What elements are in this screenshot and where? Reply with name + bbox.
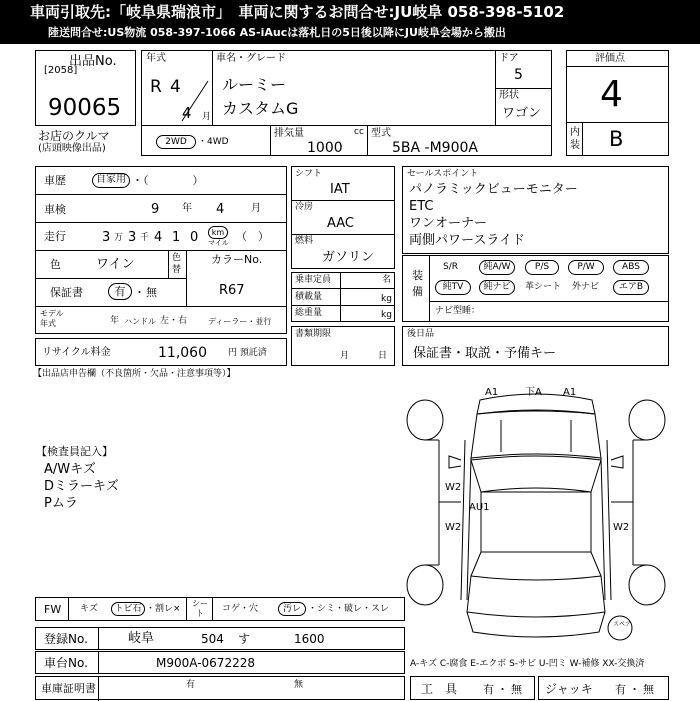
after-items-value: 保証書・取説・予備キー xyxy=(413,346,557,361)
lot-label: 出品No. xyxy=(69,54,117,69)
capacity-box xyxy=(291,272,395,322)
mileage-u1: 万 xyxy=(114,233,124,243)
equip-ext-navi: 外ナビ xyxy=(572,282,600,292)
inspection-year: 9 xyxy=(151,202,160,217)
warranty-no: 無 xyxy=(146,286,157,299)
mileage-unit-mile: マイル xyxy=(208,239,229,247)
score-box xyxy=(566,50,669,156)
tools-dot: ・ xyxy=(497,683,508,696)
equip-tv: 純TV xyxy=(435,280,471,295)
drive-2wd: 2WD xyxy=(156,135,196,149)
registration-kana: す xyxy=(238,632,251,646)
damage-legend: A-キズ C-腐食 E-エクボ S-サビ U-凹ミ W-補修 XX-交換済 xyxy=(410,659,645,669)
mileage-label: 走行 xyxy=(44,230,66,243)
jack-yes: 有 xyxy=(615,683,626,696)
model-year-unit: 年 xyxy=(110,316,120,326)
tools-box xyxy=(410,676,535,700)
inspector-label: 【検査員記入】 xyxy=(36,445,113,458)
header-line1: 車両引取先:「岐阜県瑞浪市」 車両に関するお問合せ:JU岐阜 058-398-5102 xyxy=(30,3,565,21)
inspection-year-unit: 年 xyxy=(182,203,192,214)
handle-label: ハンドル xyxy=(124,317,156,326)
stain-rest: ・シミ・破レ・スレ xyxy=(308,604,390,614)
sales-point-4: 両側パワースライド xyxy=(409,233,525,248)
shape-value: ワゴン xyxy=(502,106,542,121)
tools-no: 無 xyxy=(511,683,522,696)
ware-label: ・割レ× xyxy=(146,604,181,614)
nav-model-label: ナビ型睡： xyxy=(435,306,481,316)
shop-note-2: (店頭映像出品) xyxy=(38,143,106,154)
score-label: 評価点 xyxy=(595,53,625,64)
door-label: ドア xyxy=(499,53,519,64)
color-label: 色 xyxy=(50,258,61,271)
cooler-label: 冷房 xyxy=(295,202,314,212)
recycle-unit: 円 預託済 xyxy=(228,348,267,358)
diag-spare: スペア xyxy=(613,621,632,628)
seats-unit: 名 xyxy=(382,275,392,285)
recycle-label: リサイクル料金 xyxy=(42,347,111,358)
model-label: 型式 xyxy=(371,128,391,139)
garage-cert-box xyxy=(35,676,405,700)
doc-expiry-day: 日 xyxy=(378,351,388,361)
color-no: R67 xyxy=(219,283,245,298)
jack-no: 無 xyxy=(643,683,654,696)
tobi-ishi: トビ石 xyxy=(111,602,145,616)
history-label: 車歴 xyxy=(44,174,66,187)
doc-expiry-label: 書類期限 xyxy=(295,329,332,339)
interior-label-1: 内 xyxy=(570,127,580,138)
equip-ps: P/S xyxy=(525,260,559,275)
seat-label-1: シー xyxy=(192,599,208,608)
car-grade: カスタムG xyxy=(222,99,299,118)
jack-label: ジャッキ xyxy=(545,682,593,696)
equipment-label-1: 装 xyxy=(412,269,423,282)
mileage-paren: （ ） xyxy=(236,230,269,243)
fuel-value: ガソリン xyxy=(322,250,375,265)
cc-value: 1000 xyxy=(307,140,343,156)
handle-lr: 左・右 xyxy=(160,316,188,326)
shop-note: お店のクルマ xyxy=(38,129,110,143)
diag-under-a: 下A xyxy=(525,387,542,398)
equip-leather: 革シート xyxy=(525,282,562,292)
koge-label: コゲ・穴 xyxy=(222,604,259,614)
garage-cert-yes: 有 xyxy=(186,680,196,690)
door-value: 5 xyxy=(514,67,523,83)
mileage-d3: 4 xyxy=(154,230,163,245)
color-repaint-1: 色 xyxy=(172,253,182,263)
car-damage-diagram xyxy=(405,380,667,650)
doc-expiry-month: 月 xyxy=(340,351,350,361)
lot-sub: [2058] xyxy=(44,65,78,76)
color-repaint-2: 替 xyxy=(172,265,182,275)
equip-airbag: エアB xyxy=(613,280,649,295)
sales-points-box xyxy=(402,166,669,254)
registration-num1: 504 xyxy=(201,632,224,646)
equip-aw: 純A/W xyxy=(479,260,515,275)
diag-a1-right: A1 xyxy=(563,387,577,398)
mileage-d5: 0 xyxy=(190,230,199,245)
registration-num2: 1600 xyxy=(294,632,325,646)
shape-label: 形状 xyxy=(499,90,519,101)
shift-label: シフト xyxy=(295,169,323,179)
year-era: R xyxy=(150,77,162,97)
history-rest: ・（ ） xyxy=(132,174,204,187)
inspection-month: 4 xyxy=(216,202,225,217)
yogore: 汚レ xyxy=(278,602,306,616)
drive-4wd: ・4WD xyxy=(198,137,229,147)
interior-value: B xyxy=(609,127,624,151)
sales-point-2: ETC xyxy=(409,199,434,214)
gross-unit: kg xyxy=(381,310,392,320)
fw-label: FW xyxy=(44,603,62,616)
diag-a1-left: A1 xyxy=(485,387,499,398)
inspector-note-1: A/Wキズ xyxy=(44,462,96,477)
month-value: 4 xyxy=(182,104,192,122)
inspector-note-3: Pムラ xyxy=(44,496,78,511)
equipment-box xyxy=(402,255,669,322)
sales-point-1: パノラミックビューモニター xyxy=(409,182,578,197)
equip-abs: ABS xyxy=(613,260,649,275)
equip-navi: 純ナビ xyxy=(479,280,515,295)
equip-pw: P/W xyxy=(568,260,604,275)
inspection-month-unit: 月 xyxy=(251,203,261,214)
cooler-value: AAC xyxy=(327,216,354,231)
chassis-value: M900A-0672228 xyxy=(156,656,255,670)
model-value: 5BA -M900A xyxy=(392,140,478,156)
tools-yes: 有 xyxy=(483,683,494,696)
diag-w2-mid: W2 xyxy=(445,522,462,533)
month-unit: 月 xyxy=(202,112,212,122)
tools-label: 工 具 xyxy=(421,682,458,696)
dealer-label: ディーラー・並行 xyxy=(208,317,272,326)
mileage-d2: 3 xyxy=(128,230,137,245)
equip-sr: S/R xyxy=(443,262,458,272)
jack-dot: ・ xyxy=(629,683,640,696)
interior-label-2: 装 xyxy=(570,140,580,151)
cc-unit: cc xyxy=(354,127,364,137)
warranty-label: 保証書 xyxy=(50,286,83,299)
car-info-box-2 xyxy=(141,125,552,156)
garage-cert-no: 無 xyxy=(294,680,304,690)
interior-row-box xyxy=(35,597,405,621)
recycle-box xyxy=(35,338,287,366)
registration-label: 登録No. xyxy=(44,632,88,646)
chassis-label: 車台No. xyxy=(44,656,88,670)
score-value: 4 xyxy=(600,74,623,115)
sales-points-label: セールスポイント xyxy=(407,169,479,179)
sales-point-3: ワンオーナー xyxy=(409,216,488,231)
inspector-note-2: Dミラーキズ xyxy=(44,479,119,494)
model-year-label-1: モデル xyxy=(40,309,64,318)
recycle-value: 11,060 xyxy=(158,345,207,361)
doc-expiry-box xyxy=(291,326,395,366)
seat-label-2: ト xyxy=(196,609,204,618)
year-value: 4 xyxy=(170,77,181,97)
model-year-label-2: 年式 xyxy=(40,319,56,328)
year-label: 年式 xyxy=(146,53,166,64)
load-label: 積載量 xyxy=(295,292,323,302)
mileage-unit-km: km xyxy=(208,226,228,239)
fuel-label: 燃料 xyxy=(295,236,314,246)
lot-number: 90065 xyxy=(48,95,122,121)
equipment-label-2: 備 xyxy=(412,285,423,298)
shift-value: IAT xyxy=(330,182,350,197)
seats-label: 乗車定員 xyxy=(295,275,332,285)
jack-box xyxy=(538,676,669,700)
header-line2: 陸送問合せ:US物流 058-397-1066 AS-iAucは落札日の5日後以降にJU岐阜会場から搬出 xyxy=(48,26,506,39)
diag-w2-top: W2 xyxy=(445,482,462,493)
warranty-yes: 有 xyxy=(108,283,132,300)
header-bar xyxy=(0,0,700,44)
color-value: ワイン xyxy=(96,257,135,272)
load-unit: kg xyxy=(381,294,392,304)
car-info-box xyxy=(141,50,552,126)
garage-cert-label: 車庫証明書 xyxy=(41,682,96,695)
kizu-label: キズ xyxy=(80,604,98,614)
warranty-sep: ・ xyxy=(134,286,145,299)
mileage-u2: 千 xyxy=(140,233,150,243)
registration-box xyxy=(35,627,405,650)
mileage-d1: 3 xyxy=(102,230,111,245)
diag-au1: AU1 xyxy=(469,502,490,513)
exhibitor-report: 【出品店申告欄（不良箇所・欠品・注意事項等）】 xyxy=(33,369,236,379)
spec-box xyxy=(291,166,395,269)
history-value: 自家用 xyxy=(92,173,130,188)
chassis-box xyxy=(35,651,405,674)
name-label: 車名・グレード xyxy=(216,53,286,64)
car-name: ルーミー xyxy=(222,75,287,94)
mileage-d4: 1 xyxy=(172,230,181,245)
inspection-label: 車検 xyxy=(44,203,66,216)
diag-w2-right: W2 xyxy=(613,522,630,533)
gross-label: 総重量 xyxy=(295,308,323,318)
after-items-box xyxy=(402,326,669,366)
after-items-label: 後日品 xyxy=(407,329,435,339)
color-no-label: カラーNo. xyxy=(211,253,263,266)
registration-pref: 岐阜 xyxy=(128,631,155,646)
lot-number-box xyxy=(35,50,136,126)
cc-label: 排気量 xyxy=(274,128,304,139)
details-left xyxy=(35,166,287,334)
